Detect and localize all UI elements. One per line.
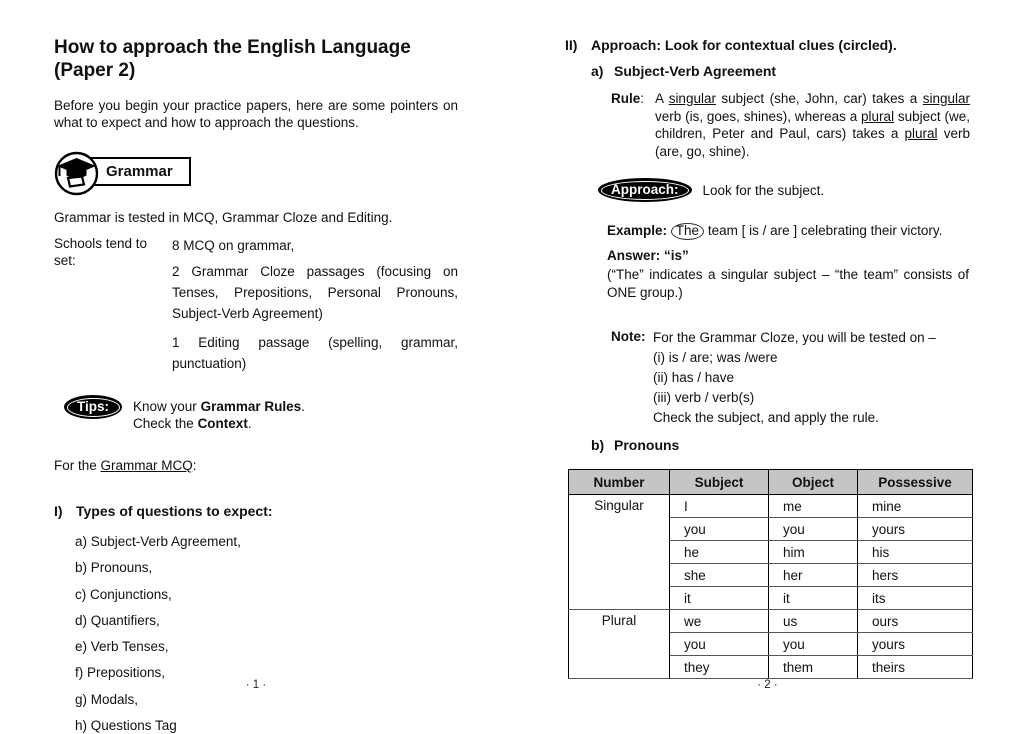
intro-paragraph: Before you begin your practice papers, here are some pointers on what to expect and how to approach the questions.	[54, 98, 458, 130]
section-numeral: II)	[565, 37, 578, 53]
table-header-number: Number	[569, 470, 670, 495]
schools-item: 2 Grammar Cloze passages (focusing on Tenses, Prepositions, Personal Pronouns, Subject-Verb Agreement)	[172, 264, 458, 321]
list-item: g) Modals,	[75, 691, 139, 707]
table-cell: them	[769, 656, 858, 679]
text-run: Rule	[611, 91, 641, 106]
note-line: (i) is / are; was /were	[653, 350, 778, 365]
subheading-title: Pronouns	[614, 437, 680, 453]
text-run: Grammar Rules	[200, 399, 302, 414]
table-cell: mine	[858, 495, 973, 518]
text-run: subject (we, children, Peter and Paul, cars) takes a	[655, 108, 971, 141]
text-run: For the	[54, 458, 101, 473]
schools-item: 8 MCQ on grammar,	[172, 238, 295, 253]
approach-text: Look for the subject.	[702, 182, 825, 198]
page-1	[54, 36, 458, 734]
tips-line	[133, 415, 305, 432]
list-item: f) Prepositions,	[75, 665, 166, 681]
subheading-marker: b)	[591, 437, 605, 453]
subheading-title: Subject-Verb Agreement	[614, 63, 777, 79]
text-run: Context	[197, 416, 248, 431]
tips-block	[64, 395, 458, 432]
table-cell: you	[769, 518, 858, 541]
table-cell: they	[670, 656, 769, 679]
rule-text	[655, 90, 970, 160]
table-cell: we	[670, 610, 769, 633]
text-run: :	[192, 458, 197, 473]
grammar-tested-line: Grammar is tested in MCQ, Grammar Cloze and Editing.	[54, 210, 393, 225]
tips-badge: Tips:	[64, 395, 122, 419]
note-line: Check the subject, and apply the rule.	[653, 410, 879, 425]
list-item: b) Pronouns,	[75, 560, 153, 576]
note-line: (iii) verb / verb(s)	[653, 390, 755, 405]
schools-item: 1 Editing passage (spelling, grammar, punctuation)	[172, 335, 458, 371]
section-title: Approach: Look for contextual clues (circled).	[591, 37, 897, 53]
note-line: (ii) has / have	[653, 370, 735, 385]
table-row	[569, 610, 973, 633]
note-block	[611, 328, 970, 428]
section-numeral: I)	[54, 503, 63, 519]
text-run: singular	[668, 91, 716, 106]
graduation-cap-icon	[54, 151, 99, 196]
rule-label	[611, 90, 655, 160]
table-cell: ours	[858, 610, 973, 633]
answer-explanation: (“The” indicates a singular subject – “the team” consists of ONE group.)	[607, 267, 969, 300]
subheading-b	[591, 437, 970, 454]
text-run: plural	[861, 108, 895, 124]
table-cell: theirs	[858, 656, 973, 679]
schools-set-block	[54, 235, 458, 382]
section-heading-1	[54, 503, 458, 520]
list-item: e) Verb Tenses,	[75, 639, 169, 655]
table-header-possessive: Possessive	[858, 470, 973, 495]
table-cell-number: Singular	[569, 495, 670, 610]
approach-block	[598, 178, 970, 202]
pronoun-table	[568, 469, 973, 679]
text-run: Grammar MCQ	[100, 458, 193, 473]
list-item: h) Questions Tag	[75, 718, 177, 734]
text-run: .	[301, 399, 305, 414]
section-title: Types of questions to expect:	[76, 503, 273, 519]
schools-label: Schools tend to set:	[54, 236, 148, 268]
text-run: singular	[922, 91, 971, 106]
page-title: How to approach the English Language (Paper 2)	[54, 37, 411, 81]
grammar-badge-label: Grammar	[68, 157, 191, 186]
table-cell: she	[670, 564, 769, 587]
list-item: c) Conjunctions,	[75, 586, 172, 602]
schools-items	[172, 235, 458, 382]
rule-block	[611, 90, 970, 160]
table-cell: us	[769, 610, 858, 633]
table-cell: you	[670, 518, 769, 541]
text-run: .	[247, 416, 252, 431]
table-cell: it	[769, 587, 858, 610]
text-run: verb (is, goes, shines), whereas a	[655, 108, 862, 124]
table-header-object: Object	[769, 470, 858, 495]
page-number: · 2 ·	[757, 679, 778, 691]
example-rest: team [ is / are ] celebrating their victory.	[707, 223, 943, 238]
table-cell: me	[769, 495, 858, 518]
table-cell: you	[769, 633, 858, 656]
section-heading-2	[565, 37, 970, 54]
table-cell: yours	[858, 518, 973, 541]
text-run: :	[640, 91, 645, 106]
page-number: · 1 ·	[245, 679, 267, 691]
tips-line	[133, 398, 305, 415]
note-line: For the Grammar Cloze, you will be tested on –	[653, 330, 936, 345]
table-cell: its	[858, 587, 973, 610]
text-run: Check the	[133, 416, 198, 431]
example-line	[607, 222, 970, 240]
list-item: a) Subject-Verb Agreement,	[75, 534, 241, 549]
table-header-subject: Subject	[670, 470, 769, 495]
text-run: Know your	[133, 399, 201, 414]
text-run: subject (she, John, car) takes a	[715, 91, 923, 106]
table-cell-number: Plural	[569, 610, 670, 679]
text-run: A	[655, 91, 669, 106]
table-row	[569, 495, 973, 518]
mcq-types-list	[75, 533, 458, 734]
table-cell: yours	[858, 633, 973, 656]
grammar-topic-badge	[54, 151, 458, 197]
note-label: Note:	[611, 329, 646, 344]
page-2	[565, 36, 970, 696]
table-cell: it	[670, 587, 769, 610]
approach-badge: Approach:	[598, 178, 692, 202]
example-label: Example:	[607, 223, 668, 238]
table-cell: him	[769, 541, 858, 564]
table-cell: he	[670, 541, 769, 564]
circled-word: The	[671, 223, 704, 240]
for-grammar-mcq-line	[54, 457, 458, 474]
tips-text	[133, 395, 305, 432]
table-cell: you	[670, 633, 769, 656]
subheading-marker: a)	[591, 63, 604, 79]
subheading-a	[591, 63, 970, 80]
table-cell: her	[769, 564, 858, 587]
table-cell: his	[858, 541, 973, 564]
text-run: verb (are, go, shine).	[655, 126, 970, 159]
text-run: plural	[904, 126, 938, 141]
answer-line: Answer: “is”	[607, 248, 689, 263]
list-item: d) Quantifiers,	[75, 612, 160, 628]
note-lines	[653, 328, 936, 428]
table-cell: I	[670, 495, 769, 518]
table-cell: hers	[858, 564, 973, 587]
